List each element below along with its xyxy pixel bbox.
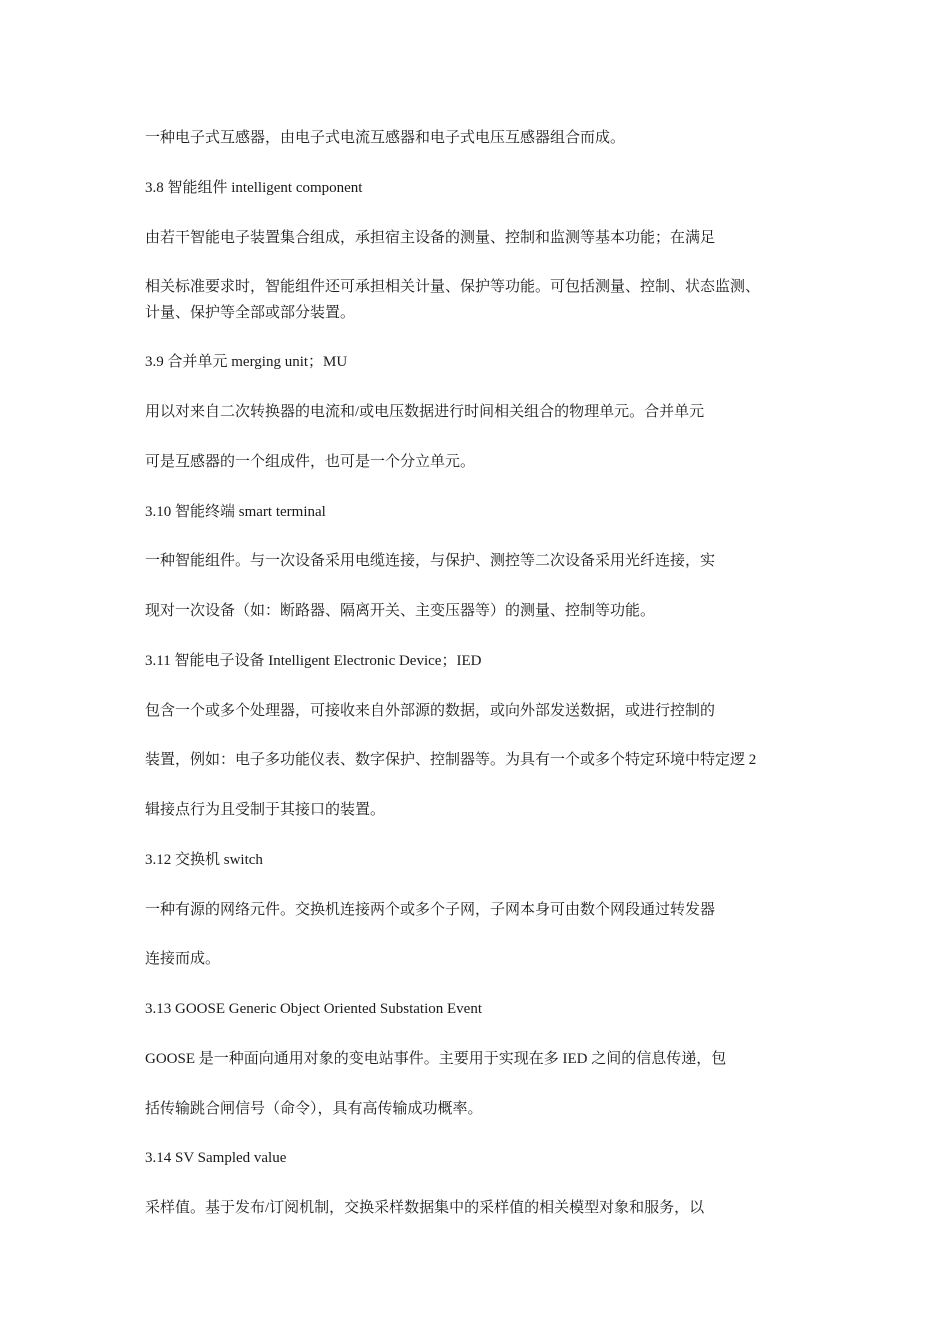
section-heading-3-14: 3.14 SV Sampled value: [145, 1150, 287, 1166]
body-text-line: 一种有源的网络元件。交换机连接两个或多个子网，子网本身可由数个网段通过转发器: [145, 902, 716, 918]
section-heading-3-12: 3.12 交换机 switch: [145, 852, 263, 868]
section-heading-3-13: 3.13 GOOSE Generic Object Oriented Substation Event: [145, 1001, 483, 1017]
body-text-line: 装置，例如：电子多功能仪表、数字保护、控制器等。为具有一个或多个特定环境中特定逻 2: [145, 752, 757, 768]
body-text-line: 用以对来自二次转换器的电流和/或电压数据进行时间相关组合的物理单元。合并单元: [145, 404, 705, 420]
body-text-line: 辑接点行为且受制于其接口的装置。: [145, 802, 386, 818]
body-text-line: 可是互感器的一个组成件，也可是一个分立单元。: [145, 454, 476, 470]
body-text-line: 包含一个或多个处理器，可接收来自外部源的数据，或向外部发送数据，或进行控制的: [145, 703, 716, 719]
body-text-line: 相关标准要求时，智能组件还可承担相关计量、保护等功能。可包括测量、控制、状态监测、: [145, 279, 761, 295]
body-text-line: 采样值。基于发布/订阅机制，交换采样数据集中的采样值的相关模型对象和服务，以: [145, 1200, 705, 1216]
section-heading-3-8: 3.8 智能组件 intelligent component: [145, 180, 363, 196]
body-text-line: GOOSE 是一种面向通用对象的变电站事件。主要用于实现在多 IED 之间的信息传递，包: [145, 1051, 727, 1067]
body-text-line: 计量、保护等全部或部分装置。: [145, 305, 356, 321]
body-text-line: 一种智能组件。与一次设备采用电缆连接，与保护、测控等二次设备采用光纤连接，实: [145, 553, 716, 569]
body-text-line: 连接而成。: [145, 951, 221, 967]
body-text-line: 由若干智能电子装置集合组成，承担宿主设备的测量、控制和监测等基本功能；在满足: [145, 230, 716, 246]
body-text-line: 一种电子式互感器，由电子式电流互感器和电子式电压互感器组合而成。: [145, 130, 626, 146]
section-heading-3-9: 3.9 合并单元 merging unit；MU: [145, 354, 348, 370]
body-text-line: 括传输跳合闸信号（命令），具有高传输成功概率。: [145, 1101, 483, 1117]
section-heading-3-11: 3.11 智能电子设备 Intelligent Electronic Device；IED: [145, 653, 482, 669]
body-text-line: 现对一次设备（如：断路器、隔离开关、主变压器等）的测量、控制等功能。: [145, 603, 656, 619]
section-heading-3-10: 3.10 智能终端 smart terminal: [145, 504, 326, 520]
